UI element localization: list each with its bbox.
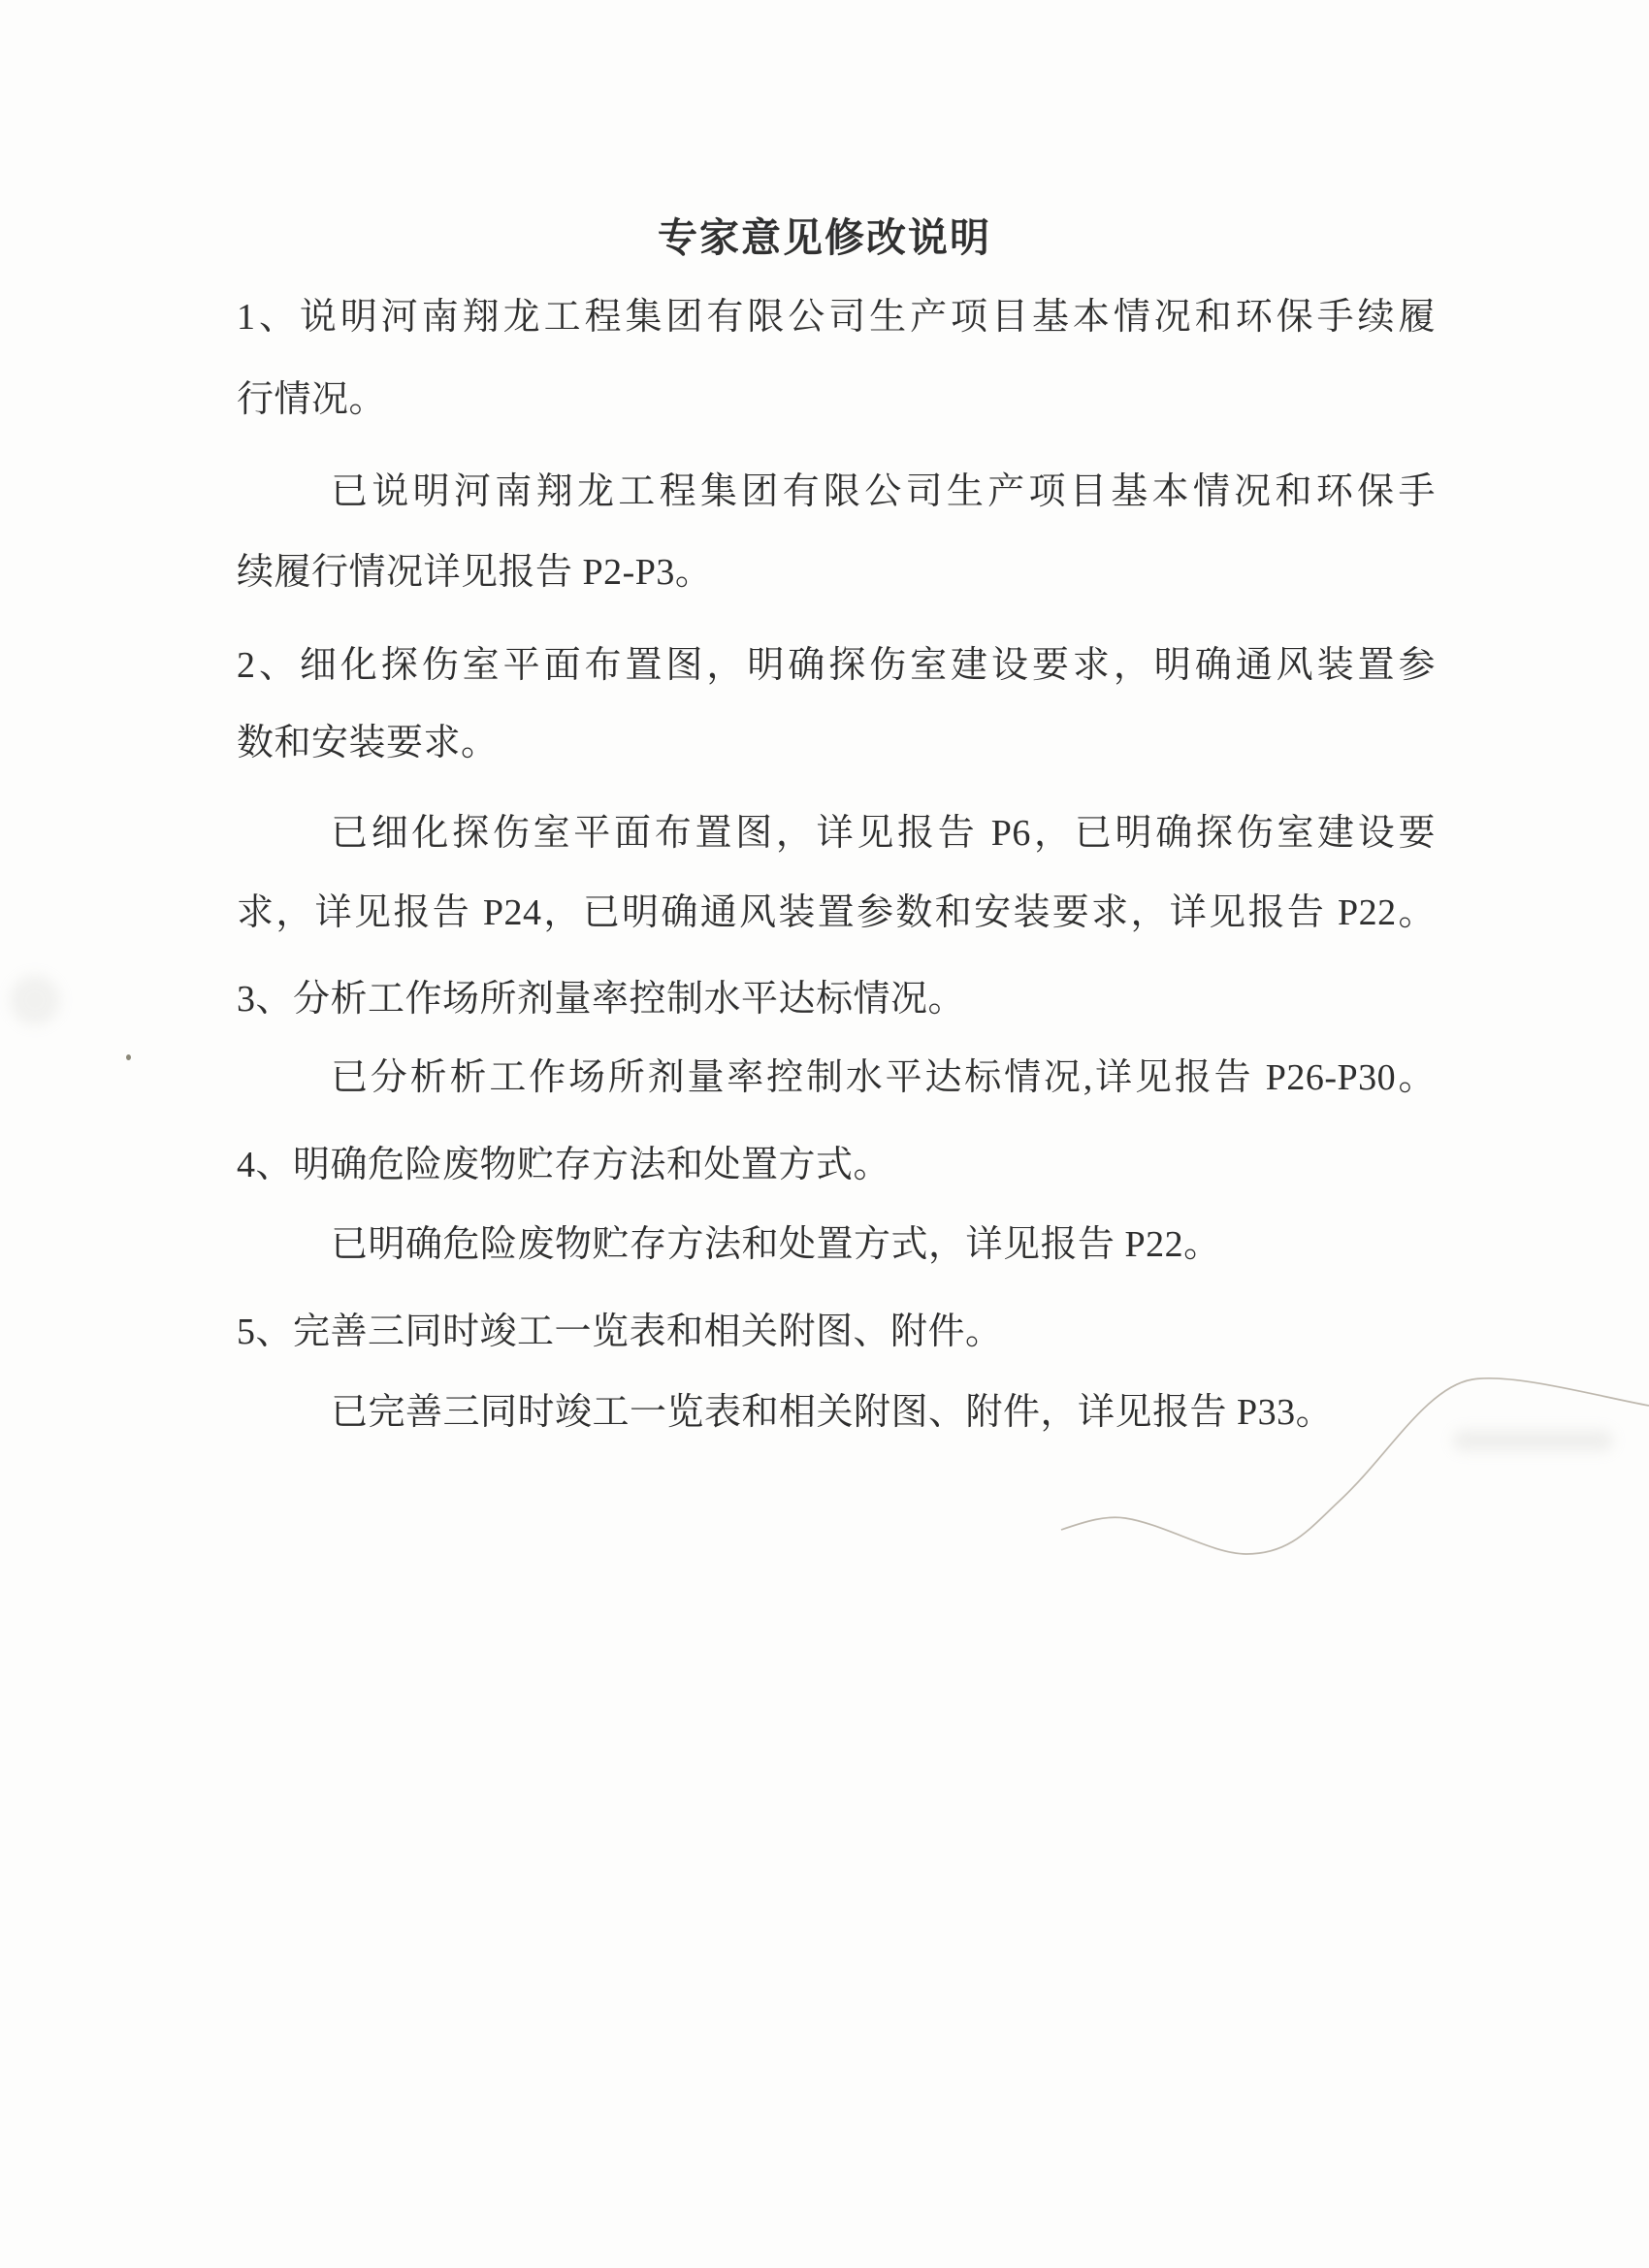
scan-speck xyxy=(126,1054,131,1060)
item-5-response-line-1: 已完善三同时竣工一览表和相关附图、附件，详见报告 P33。 xyxy=(331,1392,1334,1433)
item-2-request-line-2: 数和安装要求。 xyxy=(237,723,499,763)
item-3-request-line-1: 3、分析工作场所剂量率控制水平达标情况。 xyxy=(237,979,966,1020)
scan-crease-line xyxy=(1018,1310,1649,1620)
item-4-request-line-1: 4、明确危险废物贮存方法和处置方式。 xyxy=(237,1145,891,1185)
item-2-response-line-2: 求，详见报告 P24，已明确通风装置参数和安装要求，详见报告 P22。 xyxy=(237,892,1436,933)
scan-smudge xyxy=(1453,1430,1613,1451)
item-2-request-line-1: 2、细化探伤室平面布置图，明确探伤室建设要求，明确通风装置参 xyxy=(237,645,1436,686)
item-4-response-line-1: 已明确危险废物贮存方法和处置方式，详见报告 P22。 xyxy=(331,1224,1221,1265)
item-1-request-line-2: 行情况。 xyxy=(237,379,387,420)
item-3-response-line-1: 已分析析工作场所剂量率控制水平达标情况,详见报告 P26-P30。 xyxy=(331,1057,1436,1098)
item-1-request-line-1: 1、说明河南翔龙工程集团有限公司生产项目基本情况和环保手续履 xyxy=(237,297,1436,338)
scan-smudge xyxy=(10,975,60,1025)
item-2-response-line-1: 已细化探伤室平面布置图，详见报告 P6，已明确探伤室建设要 xyxy=(331,813,1436,854)
item-1-response-line-2: 续履行情况详见报告 P2-P3。 xyxy=(237,552,713,593)
item-1-response-line-1: 已说明河南翔龙工程集团有限公司生产项目基本情况和环保手 xyxy=(331,471,1436,512)
document-title: 专家意见修改说明 xyxy=(658,215,991,260)
item-5-request-line-1: 5、完善三同时竣工一览表和相关附图、附件。 xyxy=(237,1312,1003,1352)
